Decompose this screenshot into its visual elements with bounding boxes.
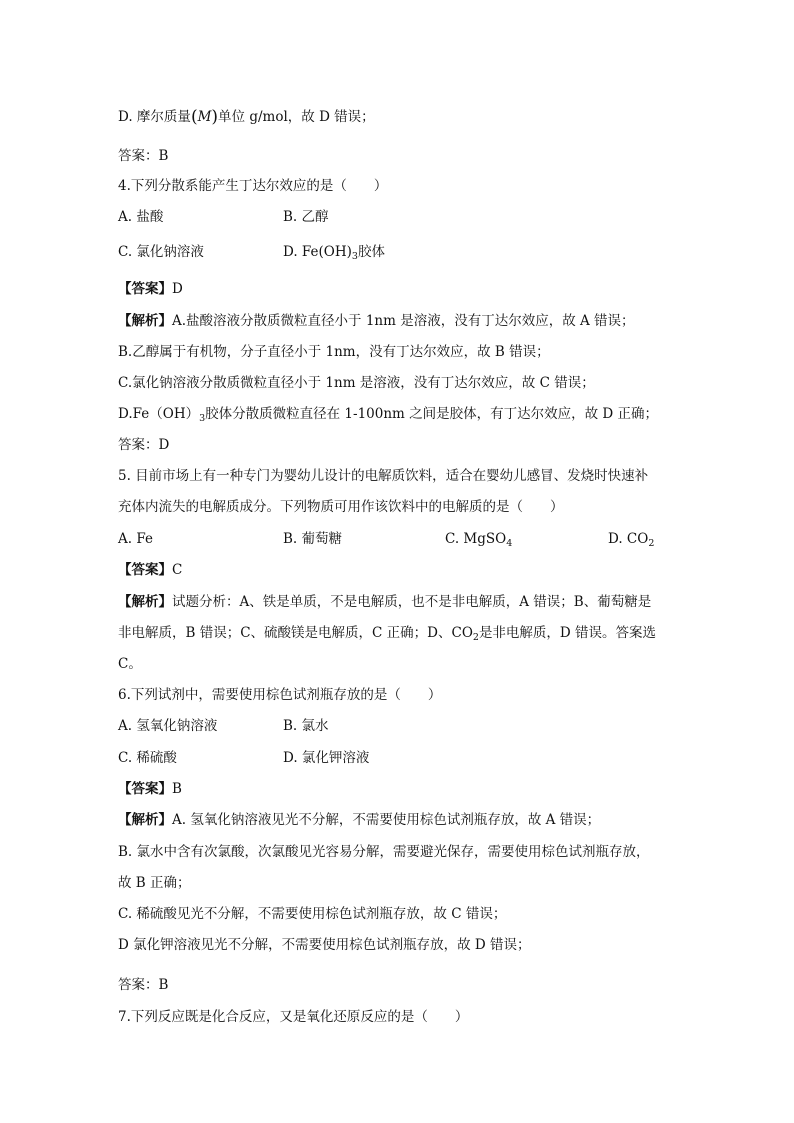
q6-option-b: B. 氯水 — [283, 718, 329, 734]
q6-explanation-1: 【解析】A. 氢氧化钠溶液见光不分解，不需要使用棕色试剂瓶存放，故 A 错误； — [118, 812, 601, 828]
q5-explanation-2: 非电解质，B 错误；C、硫酸镁是电解质，C 正确；D、$CO_2$是非电解质，D 错误。答案选 — [118, 625, 657, 643]
question-4: 4.下列分散系能产生丁达尔效应的是（ ） — [118, 178, 388, 194]
q6-explanation-2b: 故 B 正确； — [118, 875, 191, 891]
q5-option-a: A. Fe — [118, 531, 153, 547]
q6-explanation-4: D 氯化钾溶液见光不分解，不需要使用棕色试剂瓶存放，故 D 错误； — [118, 937, 531, 953]
q6-option-d: D. 氯化钾溶液 — [283, 750, 370, 766]
q4-option-a: A. 盐酸 — [118, 209, 164, 225]
explanation-tag: 【解析】 — [118, 594, 172, 610]
q5-option-d: D. $CO_2$ — [608, 531, 655, 549]
question-6: 6.下列试剂中，需要使用棕色试剂瓶存放的是（ ） — [118, 687, 442, 703]
answer-tag: 【答案】 — [118, 781, 172, 797]
answer-tag: 【答案】 — [118, 562, 172, 578]
question-5-line-2: 充体内流失的电解质成分。下列物质可用作该饮料中的电解质的是（ ） — [118, 499, 564, 515]
q6-option-c: C. 稀硫酸 — [118, 750, 177, 766]
q6-final-answer: 答案：B — [118, 977, 169, 993]
symbol-m: M — [197, 109, 212, 125]
explanation-tag: 【解析】 — [118, 313, 172, 329]
q5-option-b: B. 葡萄糖 — [283, 531, 343, 547]
q6-option-a: A. 氢氧化钠溶液 — [118, 718, 218, 734]
q4-answer: 【答案】D — [118, 281, 183, 297]
q4-option-d: D. $Fe(OH)_3$胶体 — [283, 244, 385, 262]
explanation-tag: 【解析】 — [118, 812, 172, 828]
q4-explanation-3: C.氯化钠溶液分散质微粒直径小于 1nm 是溶液，没有丁达尔效应，故 C 错误； — [118, 375, 595, 391]
question-5-line-1: 5. 目前市场上有一种专门为婴幼儿设计的电解质饮料，适合在婴幼儿感冒、发烧时快速补 — [118, 468, 649, 484]
question-7: 7.下列反应既是化合反应，又是氧化还原反应的是（ ） — [118, 1009, 469, 1025]
q6-explanation-2a: B. 氯水中含有次氯酸，次氯酸见光容易分解，需要避光保存，需要使用棕色试剂瓶存放， — [118, 844, 650, 860]
q4-explanation-1: 【解析】A.盐酸溶液分散质微粒直径小于 1nm 是溶液，没有丁达尔效应，故 A 错误； — [118, 313, 635, 329]
answer-tag: 【答案】 — [118, 281, 172, 297]
q4-option-b: B. 乙醇 — [283, 209, 329, 225]
q4-final-answer: 答案：D — [118, 437, 170, 453]
option-d-molar-mass: D. 摩尔质量(M)单位 g/mol，故 D 错误； — [118, 107, 375, 127]
q6-answer: 【答案】B — [118, 781, 182, 797]
q5-explanation-1: 【解析】试题分析：A、铁是单质，不是电解质，也不是非电解质，A 错误；B、葡萄糖是 — [118, 594, 652, 610]
q4-option-c: C. 氯化钠溶液 — [118, 244, 204, 260]
q6-explanation-3: C. 稀硫酸见光不分解，不需要使用棕色试剂瓶存放，故 C 错误； — [118, 906, 507, 922]
q5-answer: 【答案】C — [118, 562, 183, 578]
q5-option-c: C. MgSO$_4$ — [445, 531, 513, 549]
q5-explanation-3: C。 — [118, 656, 142, 672]
q4-explanation-2: B.乙醇属于有机物，分子直径小于 1nm，没有丁达尔效应，故 B 错误； — [118, 344, 550, 360]
previous-answer: 答案：B — [118, 148, 169, 164]
q4-explanation-4: $D.Fe(OH)_3$胶体分散质微粒直径在 1-100nm 之间是胶体，有丁达尔效应，故 D 正确； — [118, 406, 659, 424]
